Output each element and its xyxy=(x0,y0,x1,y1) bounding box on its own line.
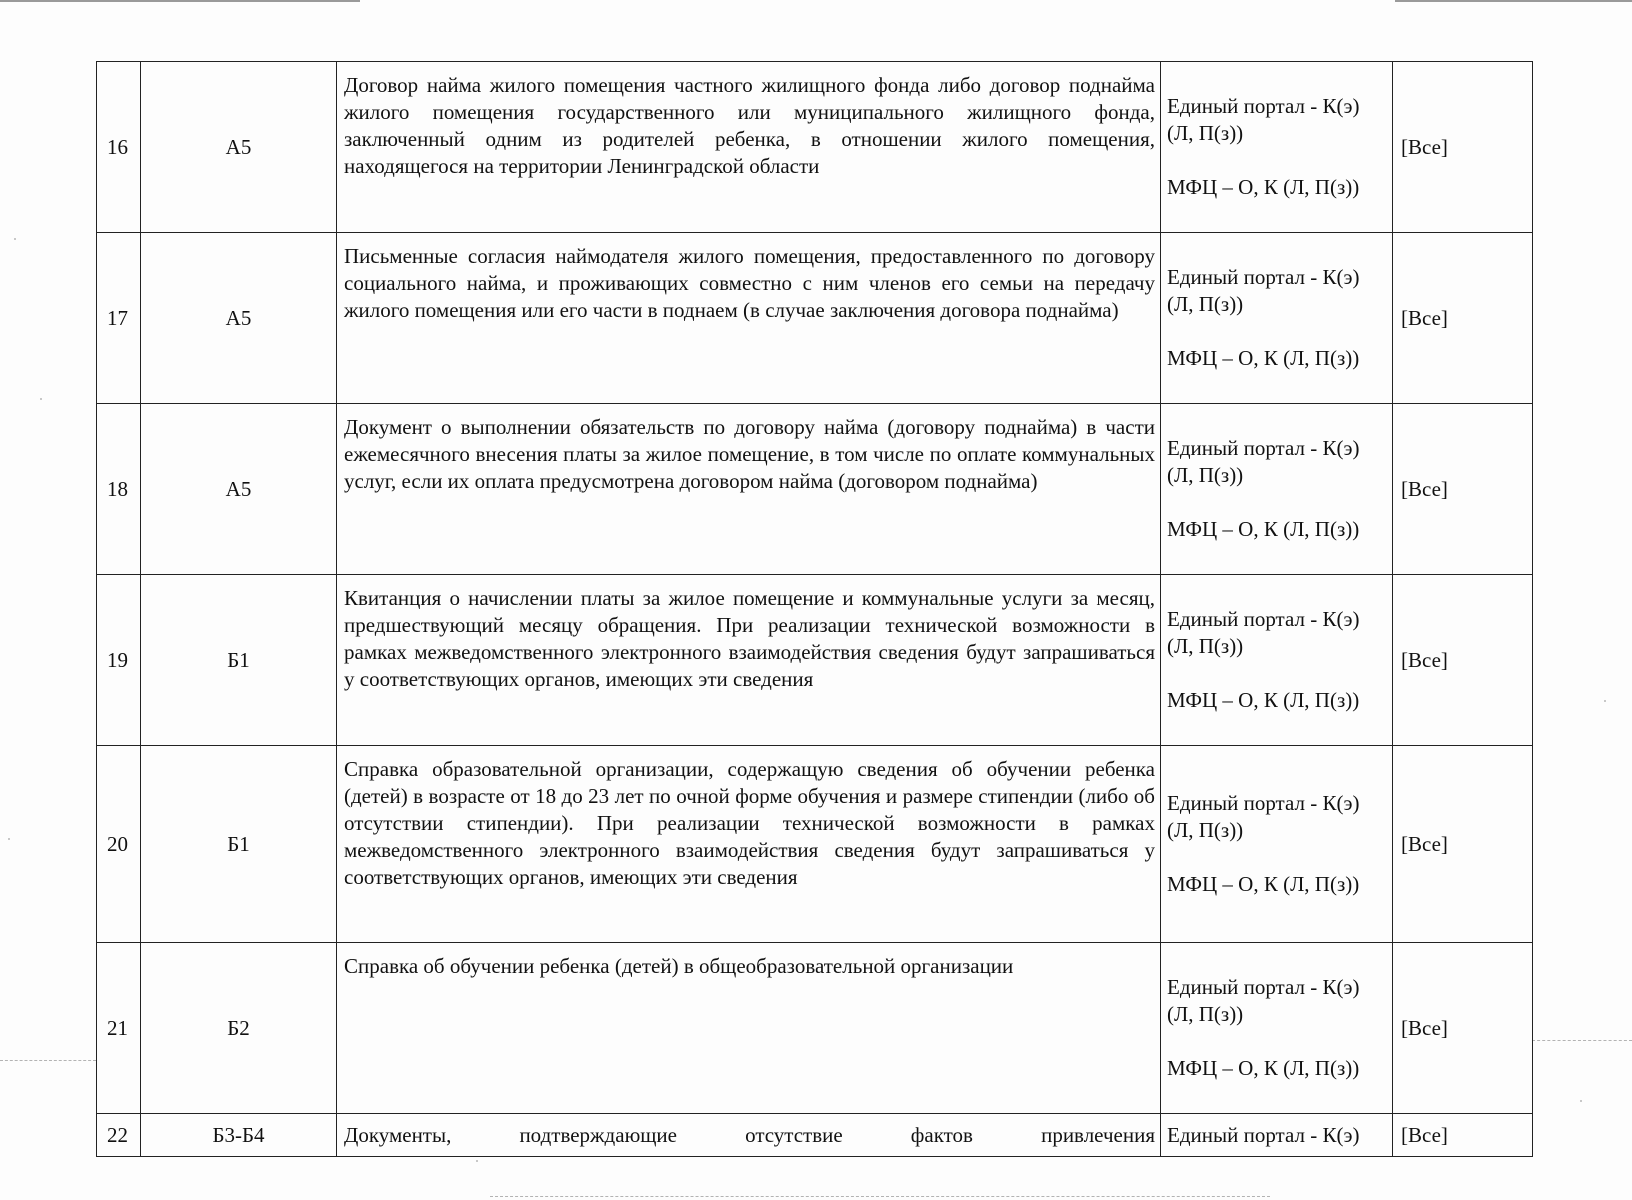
table-row xyxy=(97,746,1533,943)
document-description: Справка образовательной организации, содержащую сведения об обучении ребенка (детей) в возрасте от 18 до 23 лет по очной форме обучения и размере стипендии (либо об отсутствии стипендии). При реализации технической возможности в рамках межведомственного электронного взаимодействия сведения будут запрашиваться у соответствующих органов, имеющих эти сведения xyxy=(344,757,1155,889)
table-row xyxy=(97,1114,1533,1157)
scan-speck xyxy=(40,398,42,400)
portal-method: Единый портал - К(э) xyxy=(1167,1122,1360,1147)
submission-methods xyxy=(1161,1114,1393,1157)
scan-speck xyxy=(1604,700,1606,702)
document-code: Б2 xyxy=(141,943,337,1114)
row-number: 17 xyxy=(97,233,141,404)
submission-methods xyxy=(1161,575,1393,746)
row-number: 18 xyxy=(97,404,141,575)
applicant-category: [Все] xyxy=(1393,943,1533,1114)
scan-artifact-line xyxy=(490,1196,1270,1197)
mfc-method: МФЦ – О, К (Л, П(з)) xyxy=(1167,872,1360,896)
document-description: Договор найма жилого помещения частного жилищного фонда либо договор поднайма жилого помещения государственного или муниципального жилищного фонда, заключенный одним из родителей ребенка, в отношении жилого помещения, находящегося на территории Ленинградской области xyxy=(344,73,1155,178)
portal-method-detail: (Л, П(з)) xyxy=(1167,463,1244,487)
submission-methods xyxy=(1161,233,1393,404)
table-row xyxy=(97,62,1533,233)
document-description-cell xyxy=(337,575,1161,746)
mfc-method: МФЦ – О, К (Л, П(з)) xyxy=(1167,517,1360,541)
document-description-cell xyxy=(337,62,1161,233)
applicant-category: [Все] xyxy=(1393,575,1533,746)
document-description: Документ о выполнении обязательств по договору найма (договору поднайма) в части ежемесячного внесения платы за жилое помещение, в том числе по оплате коммунальных услуг, если их оплата предусмотрена договором найма (договором поднайма) xyxy=(344,415,1155,493)
document-description-cell xyxy=(337,233,1161,404)
row-number: 19 xyxy=(97,575,141,746)
submission-methods xyxy=(1161,943,1393,1114)
row-number: 21 xyxy=(97,943,141,1114)
scan-top-edge-right xyxy=(1395,0,1632,2)
document-description-cell xyxy=(337,1114,1161,1157)
table-row xyxy=(97,575,1533,746)
document-code: А5 xyxy=(141,62,337,233)
scan-top-edge-left xyxy=(0,0,360,2)
portal-method-detail: (Л, П(з)) xyxy=(1167,121,1244,145)
portal-method: Единый портал - К(э) xyxy=(1167,791,1360,815)
mfc-method: МФЦ – О, К (Л, П(з)) xyxy=(1167,175,1360,199)
document-description-cell xyxy=(337,404,1161,575)
portal-method: Единый портал - К(э) xyxy=(1167,607,1360,631)
document-description-cell xyxy=(337,746,1161,943)
applicant-category: [Все] xyxy=(1393,1114,1533,1157)
portal-method-detail: (Л, П(з)) xyxy=(1167,818,1244,842)
table-row xyxy=(97,943,1533,1114)
scan-speck xyxy=(14,238,16,240)
mfc-method: МФЦ – О, К (Л, П(з)) xyxy=(1167,688,1360,712)
submission-methods xyxy=(1161,746,1393,943)
table-row xyxy=(97,404,1533,575)
portal-method: Единый портал - К(э) xyxy=(1167,436,1360,460)
document-code: А5 xyxy=(141,404,337,575)
row-number: 20 xyxy=(97,746,141,943)
scan-artifact-line xyxy=(0,1060,96,1061)
applicant-category: [Все] xyxy=(1393,233,1533,404)
document-description-cell xyxy=(337,943,1161,1114)
row-number: 16 xyxy=(97,62,141,233)
portal-method-detail: (Л, П(з)) xyxy=(1167,634,1244,658)
portal-method: Единый портал - К(э) xyxy=(1167,94,1360,118)
submission-methods xyxy=(1161,404,1393,575)
document-description: Документы, подтверждающие отсутствие фактов привлечения xyxy=(344,1122,1155,1147)
portal-method: Единый портал - К(э) xyxy=(1167,975,1360,999)
document-description: Справка об обучении ребенка (детей) в общеобразовательной организации xyxy=(344,954,1014,978)
row-number: 22 xyxy=(97,1114,141,1157)
applicant-category: [Все] xyxy=(1393,746,1533,943)
scan-artifact-line xyxy=(1532,1040,1632,1041)
document-description: Письменные согласия наймодателя жилого помещения, предоставленного по договору социального найма, и проживающих совместно с ним членов его семьи на передачу жилого помещения или его части в поднаем (в случае заключения договора поднайма) xyxy=(344,244,1155,322)
applicant-category: [Все] xyxy=(1393,62,1533,233)
mfc-method: МФЦ – О, К (Л, П(з)) xyxy=(1167,1056,1360,1080)
document-description: Квитанция о начислении платы за жилое помещение и коммунальные услуги за месяц, предшествующий месяцу обращения. При реализации технической возможности в рамках межведомственного электронного взаимодействия сведения будут запрашиваться у соответствующих органов, имеющих эти сведения xyxy=(344,586,1155,691)
document-code: Б1 xyxy=(141,746,337,943)
scan-speck xyxy=(476,1160,478,1162)
mfc-method: МФЦ – О, К (Л, П(з)) xyxy=(1167,346,1360,370)
submission-methods xyxy=(1161,62,1393,233)
document-code: Б1 xyxy=(141,575,337,746)
document-code: Б3-Б4 xyxy=(141,1114,337,1157)
document-code: А5 xyxy=(141,233,337,404)
table-row xyxy=(97,233,1533,404)
portal-method-detail: (Л, П(з)) xyxy=(1167,1002,1244,1026)
applicant-category: [Все] xyxy=(1393,404,1533,575)
documents-table xyxy=(96,61,1533,1157)
portal-method: Единый портал - К(э) xyxy=(1167,265,1360,289)
scan-speck xyxy=(1580,1100,1582,1102)
portal-method-detail: (Л, П(з)) xyxy=(1167,292,1244,316)
scan-speck xyxy=(8,838,10,840)
